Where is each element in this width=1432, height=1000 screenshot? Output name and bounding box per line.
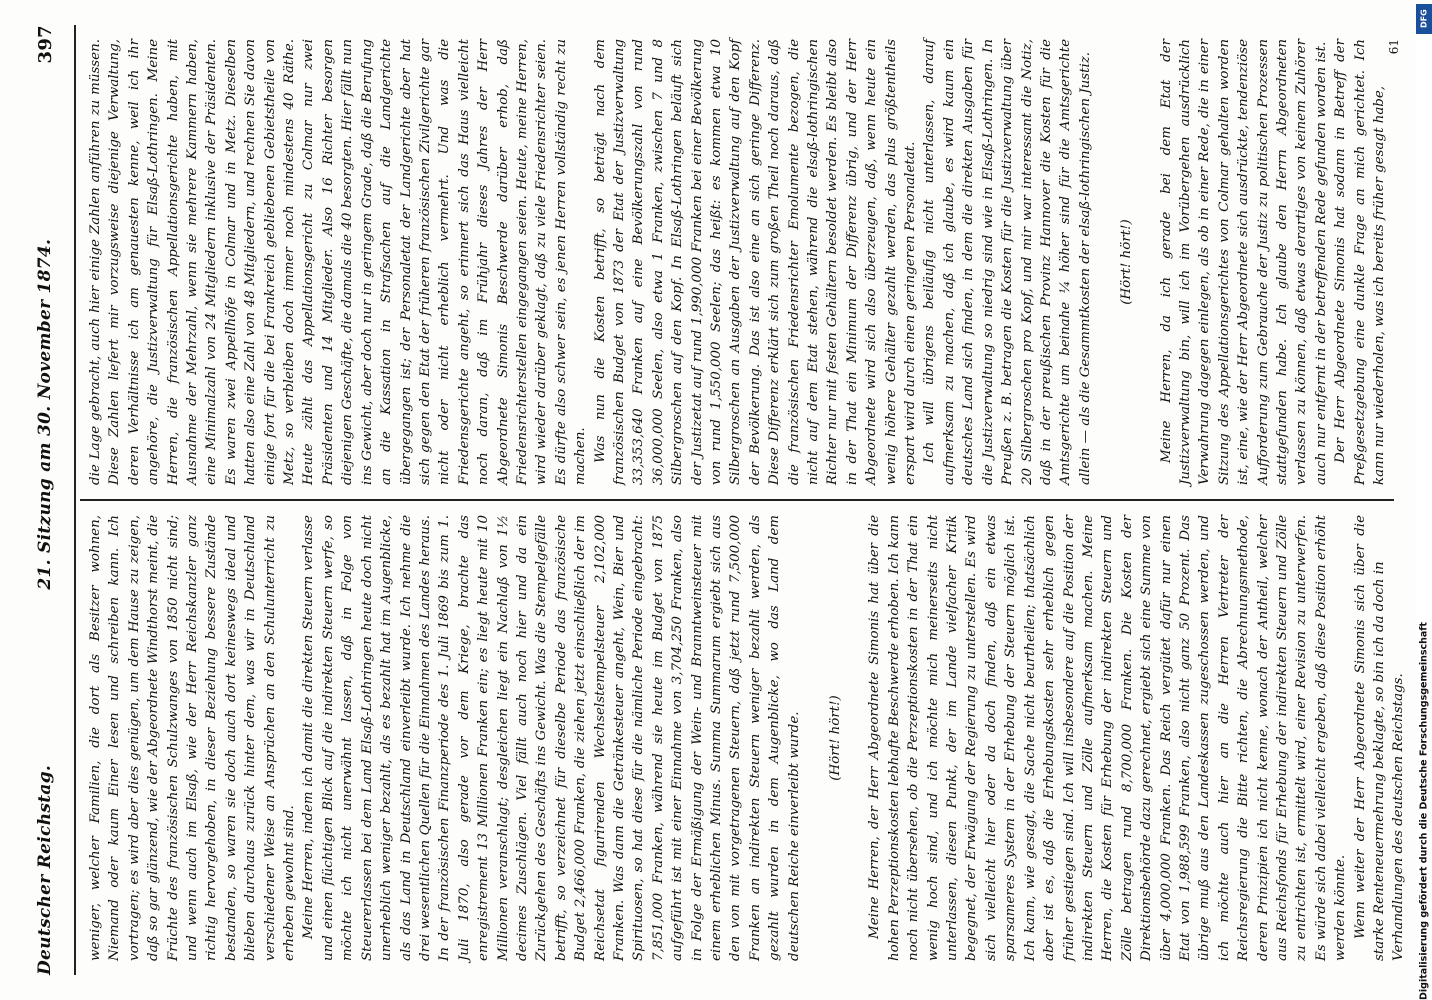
page-header — [16, 25, 76, 975]
left-column — [80, 501, 1407, 975]
paragraph: Wenn weiter der Herr Abgeordnete Simonis sich über die starke Renteneuermehrung beklagte, so bin ich da doch in — [1352, 515, 1387, 961]
interjection: (Hört! hört!) — [828, 695, 844, 781]
paragraph: Meine Herren, der Herr Abgeordnete Simonis hat über die hohen Perzeptionskosten lebhafte Beschwerde erhoben. Ich kann noch nicht übersehen, ob die Perzeptionskosten in der That ein wenig hoch sind, und ich möchte mich meinerseits nicht unterlassen, diesen Punkt, der im Lande vielfacher Kritik begegnet, der Erwägung der Regierung zu unterstellen. Es wird sich vielleicht hier oder da doch finden, daß ein etwas sparsameres System in der Erhebung der Steuern möglich ist. Ich kann, wie gesagt, die Sache nicht beurtheilen; thatsächlich aber ist es, daß die Erhebungskosten sehr erheblich gegen früher gestiegen sind. Ich will insbesondere auf die Position der indirekten Steuern und Zölle aufmerksam machen. Meine Herren, die Kosten für Erhebung der indirekten Steuern und Zölle betragen rund 8,700,000 Franken. Die Kosten der Direktionsbehörde dazu gerechnet, ergiebt sich eine Summe von über 4,000,000 Franken. Das Reich vergütet dafür nur einen Etat von 1,988,599 Franken, also nicht ganz 50 Prozent. Das übrige muß aus den Landeskassen zugeschossen werden, und ich möchte auch hier an die Herren Vertreter der Reichsregierung die Bitte richten, die Abrechnungsmethode, deren Prinzipien ich nicht kenne, wonach der Antheil, welcher aus Reichsfonds für Erhebung der indirekten Steuern und Zölle zu entrichten ist, ermittelt wird, einer Revision zu unterwerfen. Es würde sich dabei vielleicht ergeben, daß diese Position erhöht werden könnte. — [867, 515, 1349, 961]
header-session: 21. Sitzung am 30. November 1874. — [35, 238, 55, 590]
paragraph: Was nun die Kosten betrifft, so beträgt nach dem französischen Budget von 1873 der Etat der Justizverwaltung 33,353,640 Franken auf eine Bevölkerungszahl von rund 36,000,000 Seelen, also etwa 1 Franken, zwischen 7 und 8 Silbergroschen auf den Kopf. In Elsaß-Lothringen beläuft sich der Justizetat auf rund 1,990,000 Franken bei einer Bevölkerung von rund 1,550,000 Seelen; das heißt: es kommen etwa 10 Silbergroschen an Ausgaben der Justizverwaltung auf den Kopf der Bevölkerung. Das ist also eine an sich geringe Differenz. Diese Differenz erklärt sich zum großen Theil noch daraus, daß die französischen Friedensrichter Emolumente bezogen, die nicht auf dem Etat stehen, während die elsaß-lothringischen Richter nur mit festen Gehältern besoldet werden. Es bleibt also in der That ein Minimum der Differenz übrig, und der Herr Abgeordnete wird sich also überzeugen, daß, wenn heute ein wenig höhere Gehälter gezahlt werden, das plus größtentheils erspart wird durch einen geringeren Personaletat. — [592, 39, 919, 485]
digitization-credit-text: Digitalisierung gefördert durch die Deutsche Forschungsgemeinschaft — [1418, 622, 1430, 1000]
paragraph: die Lage gebracht, auch hier einige Zahlen anführen zu müssen. Diese Zahlen liefert mir vorzugsweise diejenige Verwaltung, deren Verhältnisse ich am genauesten kenne, weil ich ihr angehöre, die Justizverwaltung für Elsaß-Lothringen. Meine Herren, die französischen Appellationsgerichte haben, mit Ausnahme der Mehrzahl, wenn sie mehrere Kammern haben, eine Minimalzahl von 24 Mitgliedern inklusive der Präsidenten. Es waren zwei Appellhöfe in Colmar und in Metz. Dieselben hatten also eine Zahl von 48 Mitgliedern, und rechnen Sie davon einige fort für die bei Frankreich gebliebenen Gebietstheile von Metz, so verbleiben doch immer noch mindestens 40 Räthe. Heute zählt das Appellationsgericht zu Colmar nur zwei Präsidenten und 14 Mitglieder. Also 16 Richter besorgen diejenigen Geschäfte, die damals die 40 besorgten. Hier fällt nun ins Gewicht, aber doch nur in geringem Grade, daß die Berufung an die Kassation in Strafsachen auf die Landgerichte übergegangen ist; der Personaletat der Landgerichte aber hat sich gegen den Etat der früheren französischen Zivilgerichte gar nicht oder nicht erheblich vermehrt. Und was die Friedensgerichte angeht, so erinnert sich das Haus vielleicht noch daran, daß im Frühjahr dieses Jahres der Herr Abgeordnete Simonis Beschwerde darüber erhob, daß Friedensrichterstellen eingegangen seien. Heute, meine Herren, wird wieder darüber geklagt, daß zu viele Friedensrichter seien. Es dürfte also schwer sein, es jenen Herren vollständig recht zu machen. — [88, 39, 589, 485]
dfg-logo: DFG — [1416, 4, 1432, 34]
paragraph: weniger, welcher Familien, die dort als Besitzer wohnen, Niemand oder kaum Einer lesen und schreiben kann. Ich vortragen; es wird aber dies genügen, um dem Hause zu zeigen, daß so gar glänzend, wie der Abgeordnete Windthorst meint, die Früchte des französischen Schulzwanges von 1850 nicht sind; und wenn auch im Elsaß, wie der Herr Reichskanzler ganz richtig hervorgehoben, in dieser Beziehung bessere Zustände bestanden, so waren sie doch auch dort keineswegs ideal und blieben durchaus zurück hinter dem, was wir in Deutschland verschiedener Weise an Ansprüchen an den Schulunterricht zu erheben gewohnt sind. — [88, 515, 298, 961]
sheet-number: 61 — [1387, 39, 1402, 55]
paragraph: Meine Herren, da ich gerade bei dem Etat der Justizverwaltung bin, will ich im Vorübergehen ausdrücklich Verwahrung dagegen einlegen, als ob in einer Rede, die in einer Sitzung des Appellationsgerichtes von Colmar gehalten worden ist, eine, wie der Herr Abgeordnete sich ausdrückte, tendenziöse Aufforderung zum Gebrauche der Justiz zu politischen Prozessen stattgefunden habe. Ich glaube den Herrn Abgeordneten verlassen zu können, daß etwas derartiges von keinem Zuhörer auch nur entfernt in der betreffenden Rede gefunden worden ist. — [1158, 39, 1329, 485]
header-left: Deutscher Reichstag. — [35, 764, 55, 975]
paragraph: Der Herr Abgeordnete Simonis hat sodann in Betreff der Preßgesetzgebung eine dunkle Frage an mich gerichtet. Ich kann nur wiederholen, was ich bereits früher gesagt habe, — [1333, 39, 1387, 485]
rotated-page — [16, 5, 1416, 995]
paragraph: Ich will übrigens beiläufig nicht unterlassen, darauf aufmerksam zu machen, daß ich glaube, es wird kaum ein deutsches Land sich finden, in dem die direkten Ausgaben für die Justizverwaltung so niedrig sind wie in Elsaß-Lothringen. In Preußen z. B. betragen die Kosten für die Justizverwaltung über 20 Silbergroschen pro Kopf, und mir war interessant die Notiz, daß in der preußischen Provinz Hannover die Kosten für die Amtsgerichte um beinahe ¼ höher sind für die Amtsgerichte allein — als die Gesammtkosten der elsaß-lothringischen Justiz. — [922, 39, 1093, 485]
right-column — [80, 25, 1402, 501]
text-columns — [80, 25, 1407, 975]
paragraph: Meine Herren, indem ich damit die direkten Steuern verlasse und einen flüchtigen Blick auf die indirekten Steuern werfe, so möchte ich nicht unerwähnt lassen, daß in Folge von Steuererlassen bei dem Land Elsaß-Lothringen heute doch nicht unerheblich weniger bezahlt, als es bezahlt hat im Augenblicke, als das Land in Deutschland einverleibt wurde. Ich nehme die drei wesentlichen Quellen für die Einnahmen des Landes heraus. In der französischen Finanzperiode des 1. Juli 1869 bis zum 1. Juli 1870, also gerade vor dem Kriege, brachte das enregistrement 13 Millionen Franken ein; es liegt heute mit 10 Millionen veranschlagt; desgleichen liegt ein Nachlaß von 1½ decimes Zuschlägen. Viel fällt auch noch hier und da ein Zurückgehen des Geschäfts ins Gewicht. Was die Stempelgefälle betrifft, so verzeichnet für dieselbe Periode das französische Budget 2,466,000 Franken, die ziehen jetzt einschließlich der im Reichsetat figurirenden Wechselstempelsteuer 2,102,000 Franken. Was dann die Getränkesteuer angeht, Wein, Bier und Spirituosen, so hat diese für die nämliche Periode eingebracht: 7,851,000 Franken, während sie heute im Budget von 1875 aufgeführt ist mit einer Einnahme von 3,704,250 Franken, also in Folge der Ermäßigung der Wein- und Branntweinsteuer mit einem erheblichen Minus. Summa Summarum ergiebt sich aus den von mit vorgetragenen Steuern, daß jetzt rund 7,500,000 Franken an indirekten Steuern weniger bezahlt werden, als gezahlt wurden in dem Augenblicke, wo das Land dem deutschen Reiche einverleibt wurde. — [301, 515, 802, 961]
page-number: 397 — [34, 25, 56, 64]
footer-line: Verhandlungen des deutschen Reichstags. — [1391, 673, 1407, 961]
interjection: (Hört! hört!) — [1119, 219, 1135, 305]
digitization-credit — [1416, 40, 1432, 1000]
